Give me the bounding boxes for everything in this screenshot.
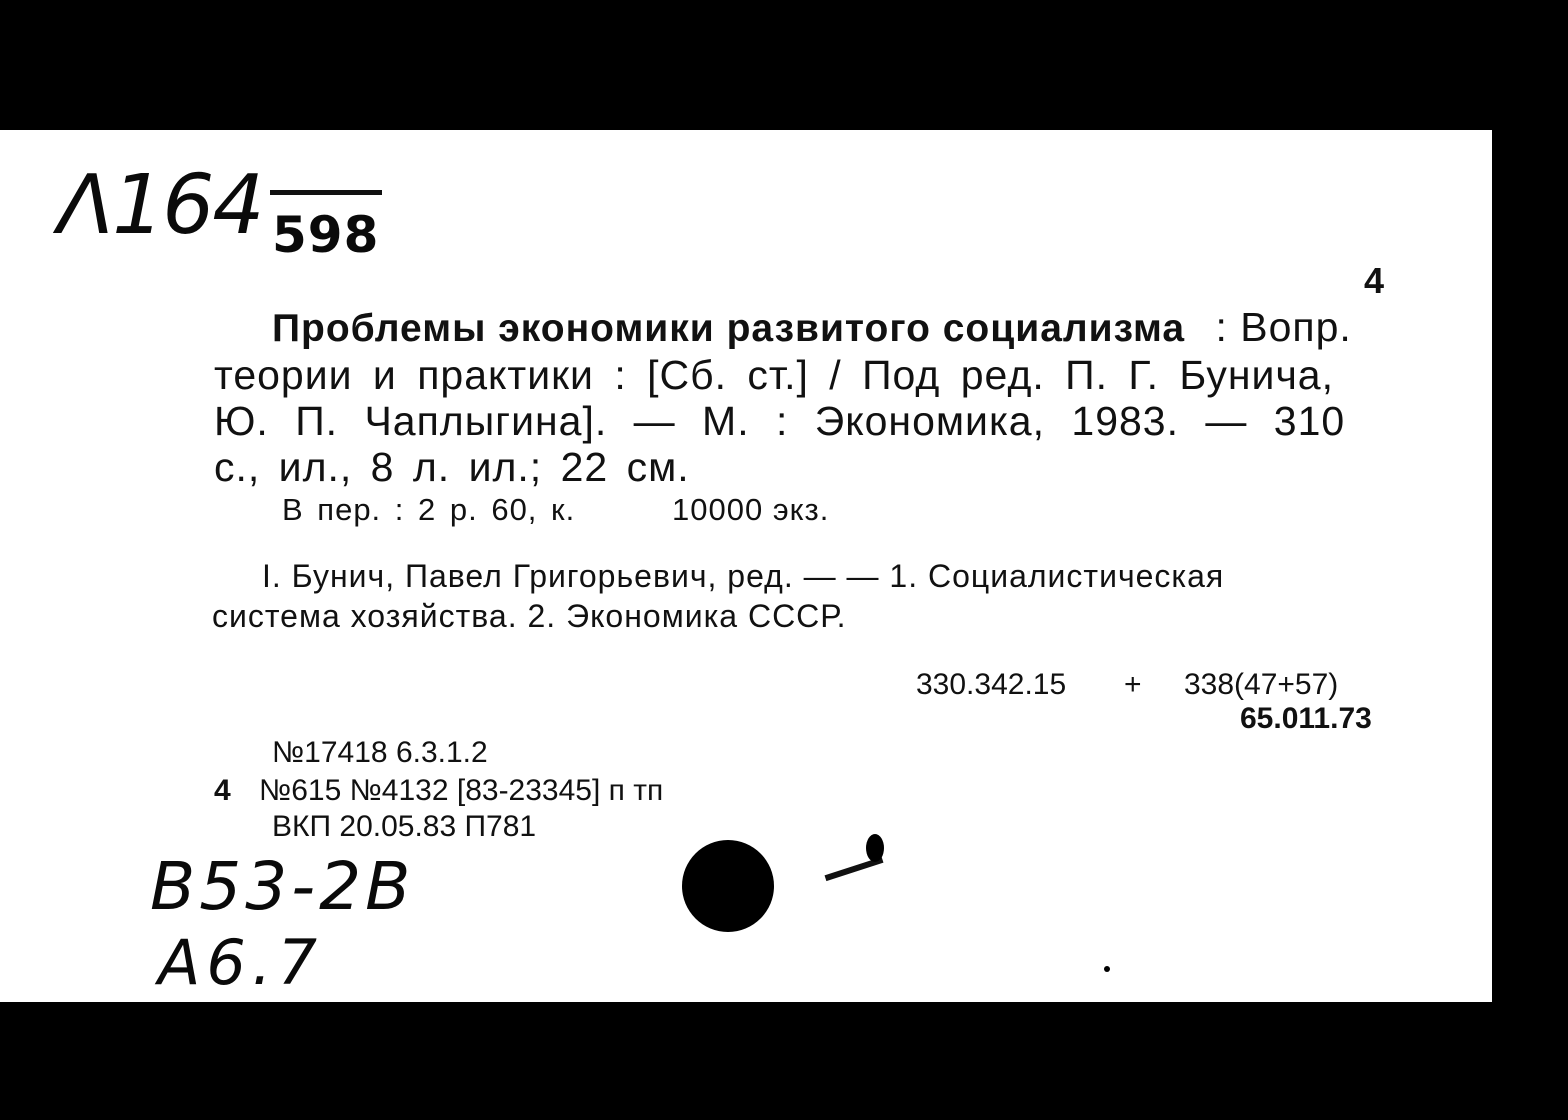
udc-code-2: 338(47+57): [1184, 668, 1339, 701]
ink-drop: [866, 834, 884, 862]
description-line-2: теории и практики : [Сб. ст.] / Под ред. П. Г. Бунича,: [214, 352, 1334, 398]
subjects-line-2: система хозяйства. 2. Экономика СССР.: [212, 598, 847, 634]
hole-punch: [682, 840, 774, 932]
price-text: В пер. : 2 р. 60, к.: [282, 492, 576, 527]
description-line-1: [272, 304, 1352, 351]
title-subtitle-start: : Вопр.: [1215, 304, 1352, 350]
ink-speck: [1104, 966, 1110, 972]
book-title: Проблемы экономики развитого социализма: [272, 307, 1186, 350]
handwritten-code-1: B53-2B: [150, 848, 415, 925]
shelfmark-prefix: Λ164: [58, 158, 263, 253]
description-line-4: с., ил., 8 л. ил.; 22 см.: [214, 444, 690, 490]
udc-code: 330.342.15: [916, 668, 1067, 701]
print-info-line-2: [214, 774, 663, 808]
print-info-lead: 4: [214, 774, 231, 807]
subjects-line-1: I. Бунич, Павел Григорьевич, ред. — — 1. Социалистическая: [262, 558, 1225, 594]
shelfmark-fraction-bar: [270, 190, 382, 195]
print-info-codes: №615 №4132 [83-23345] п тп: [259, 774, 664, 807]
print-info-line-1: №17418 6.3.1.2: [272, 736, 488, 769]
card-number: 4: [1364, 260, 1385, 301]
print-info-line-3: ВКП 20.05.83 П781: [272, 810, 537, 843]
handwritten-code-2: A6.7: [158, 926, 324, 999]
copies-text: 10000 экз.: [672, 492, 830, 527]
udc-plus: +: [1124, 668, 1142, 701]
bbk-code: 65.011.73: [1240, 702, 1372, 735]
catalog-card: [0, 130, 1492, 1002]
shelfmark-fraction: 598: [272, 206, 380, 264]
description-line-3: Ю. П. Чаплыгина]. — М. : Экономика, 1983. — 310: [214, 398, 1346, 444]
